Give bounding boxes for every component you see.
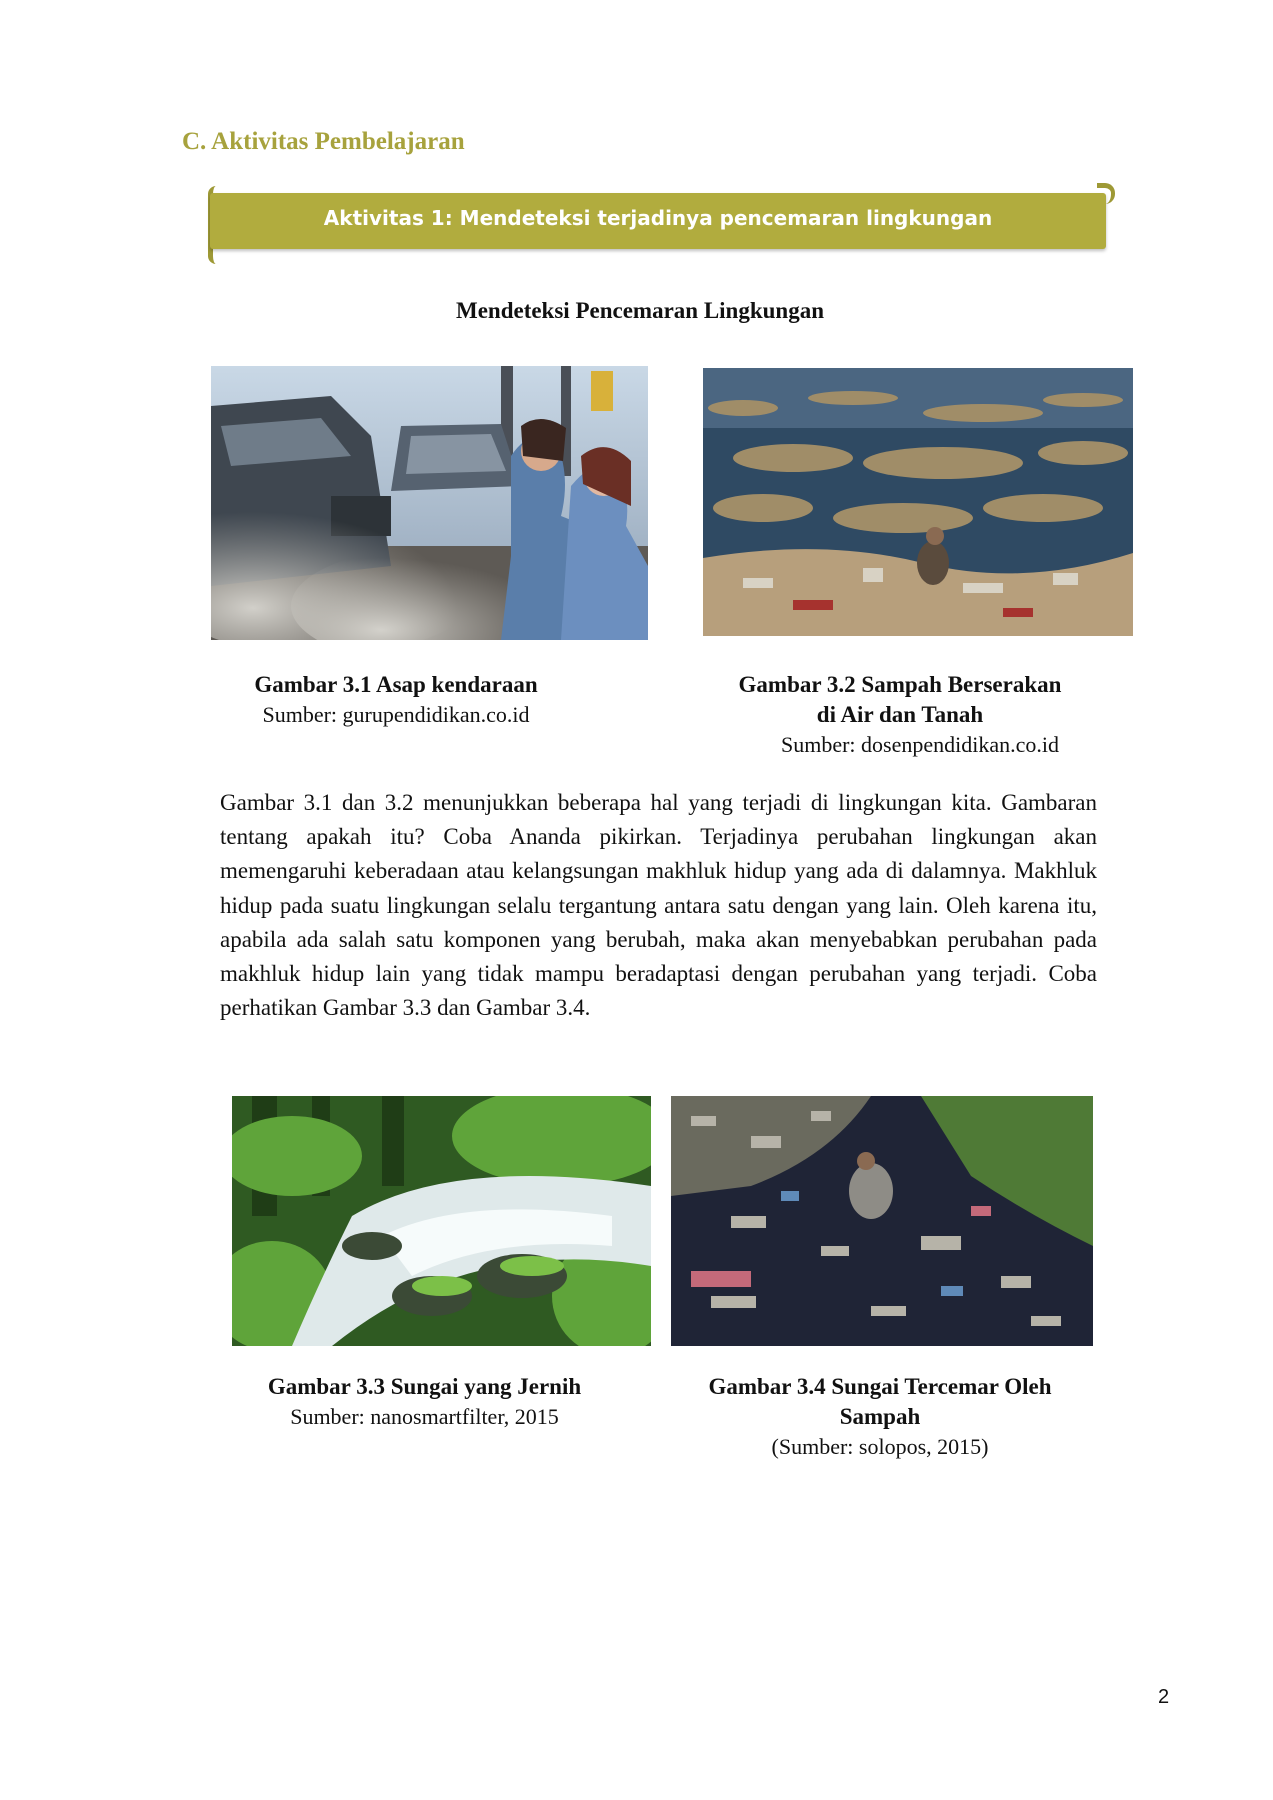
photo-garbage-water-land (703, 368, 1133, 636)
section-heading: C. Aktivitas Pembelajaran (182, 128, 465, 155)
photo-polluted-river (671, 1096, 1093, 1346)
figure-3-3-source: Sumber: nanosmartfilter, 2015 (290, 1404, 559, 1429)
figure-3-2-caption-line1: Gambar 3.2 Sampah Berserakan (738, 672, 1062, 697)
photo-vehicle-exhaust (211, 366, 648, 640)
photo-clear-river (232, 1096, 651, 1346)
figure-3-4-caption-line2: Sampah (839, 1404, 921, 1429)
page-number: 2 (1158, 1686, 1170, 1708)
activity-banner-label: Aktivitas 1: Mendeteksi terjadinya pencemaran lingkungan (323, 206, 993, 230)
figure-3-4-caption-line1: Gambar 3.4 Sungai Tercemar Oleh (708, 1374, 1052, 1399)
body-paragraph: Gambar 3.1 dan 3.2 menunjukkan beberapa hal yang terjadi di lingkungan kita. Gambaran tentang apakah itu? Coba Ananda pikirkan. Terjadinya perubahan lingkungan akan memengaruhi keberadaan atau kelangsungan makhluk hidup yang ada di dalamnya. Makhluk hidup pada suatu lingkungan selalu tergantung antara satu dengan yang lain. Oleh karena itu, apabila ada salah satu komponen yang berubah, maka akan menyebabkan perubahan pada makhluk hidup lain yang tidak mampu beradaptasi dengan perubahan yang terjadi. Coba perhatikan Gambar 3.3 dan Gambar 3.4. (220, 790, 1097, 1021)
figure-3-1-source: Sumber: gurupendidikan.co.id (262, 702, 530, 727)
figure-3-3-caption: Gambar 3.3 Sungai yang Jernih (267, 1374, 582, 1399)
figure-3-4-source: (Sumber: solopos, 2015) (771, 1434, 989, 1459)
page-subtitle: Mendeteksi Pencemaran Lingkungan (455, 298, 825, 323)
figure-3-2-caption-line2: di Air dan Tanah (816, 702, 984, 727)
figure-3-2-source: Sumber: dosenpendidikan.co.id (780, 732, 1059, 757)
figure-3-1-caption: Gambar 3.1 Asap kendaraan (254, 672, 538, 697)
